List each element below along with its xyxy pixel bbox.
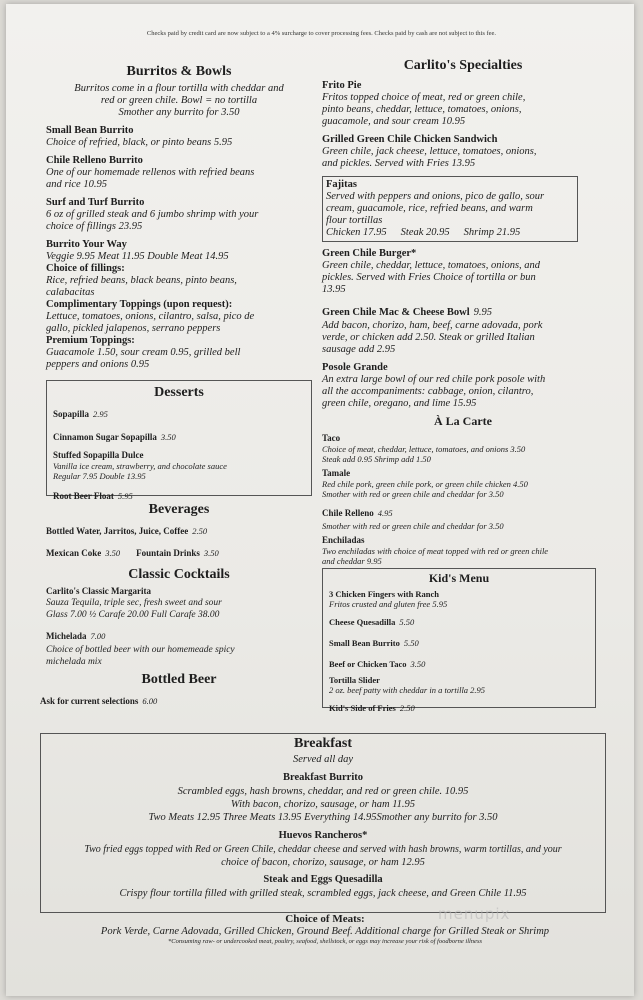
cocktails-heading: Classic Cocktails xyxy=(128,567,230,582)
kids-item xyxy=(329,633,589,651)
item-desc: Fritos topped choice of meat, red or green chile, xyxy=(322,92,526,103)
item-desc: Choice of refried, black, or pinto beans 5.95 xyxy=(46,137,233,148)
item-name: Michelada xyxy=(46,631,87,641)
menu-item xyxy=(322,248,604,296)
item-desc: Scrambled eggs, hash browns, cheddar, and red or green chile. 10.95 xyxy=(177,786,469,797)
item-name: Root Beer Float xyxy=(53,491,114,501)
item-name: Mexican Coke xyxy=(46,548,102,558)
beer-heading: Bottled Beer xyxy=(141,672,217,687)
right-column xyxy=(322,56,604,713)
left-column xyxy=(40,62,312,709)
menu-item xyxy=(46,155,312,191)
kids-menu-box xyxy=(322,568,596,713)
item-price: 5.50 xyxy=(403,638,419,648)
menu-item xyxy=(46,125,312,149)
item-desc: Choice of meat, cheddar, lettuce, tomatoes, and onions 3.50 xyxy=(322,444,526,454)
item-price: 3.50 xyxy=(160,432,176,442)
item-desc: 2 oz. beef patty with cheddar in a tortilla 2.95 xyxy=(329,685,486,695)
fillings-line: calabacitas xyxy=(46,287,95,298)
menu-item xyxy=(322,362,604,410)
premium-toppings-title: Premium Toppings: xyxy=(46,335,135,346)
dessert-item xyxy=(53,427,305,445)
item-desc: Sauza Tequila, triple sec, fresh sweet and sour xyxy=(46,598,222,608)
item-desc: Two Meats 12.95 Three Meats 13.95 Everything 14.95Smother any burrito for 3.50 xyxy=(148,812,498,823)
item-desc: Veggie 9.95 Meat 11.95 Double Meat 14.95 xyxy=(46,251,229,262)
item-price: 9.95 xyxy=(473,307,493,318)
item-desc: Add bacon, chorizo, ham, beef, carne adovada, pork xyxy=(322,320,543,331)
item-desc: Fritos crusted and gluten free 5.95 xyxy=(329,599,448,609)
item-desc: choice of fillings 23.95 xyxy=(46,221,143,232)
item-desc: Steak add 0.95 Shrimp add 1.50 xyxy=(322,454,431,464)
fillings-title: Choice of fillings: xyxy=(46,263,125,274)
item-name: Carlito's Classic Margarita xyxy=(46,586,151,596)
item-name: Chile Relleno Burrito xyxy=(46,155,143,166)
item-desc: Red chile pork, green chile pork, or green chile chicken 4.50 xyxy=(322,479,528,489)
alacarte-item xyxy=(322,503,604,531)
item-desc: all the accompaniments: cabbage, onion, cilantro, xyxy=(322,386,534,397)
item-desc: An extra large bowl of our red chile pork posole with xyxy=(322,374,546,385)
item-price: 2.95 xyxy=(93,409,108,419)
beverage-line xyxy=(46,521,312,539)
item-desc: Green chile, cheddar, lettuce, tomatoes, onions, and xyxy=(322,260,541,271)
item-name: Enchiladas xyxy=(322,535,365,545)
item-name: Green Chile Burger* xyxy=(322,248,417,259)
item-name: Sopapilla xyxy=(53,409,90,419)
watermark: menupix xyxy=(438,905,511,923)
beverages-heading: Beverages xyxy=(148,502,210,517)
item-name: Kid's Side of Fries xyxy=(329,703,396,713)
breakfast-subtitle: Served all day xyxy=(292,754,354,765)
item-name: Tortilla Slider xyxy=(329,675,380,685)
item-desc: michelada mix xyxy=(46,657,102,667)
item-desc: Glass 7.00 ½ Carafe 20.00 Full Carafe 38.00 xyxy=(46,610,220,620)
item-desc: Smother with red or green chile and cheddar for 3.50 xyxy=(322,489,504,499)
item-price: 6.00 xyxy=(142,696,158,706)
comp-toppings-line: gallo, pickled jalapenos, serrano peppers xyxy=(46,323,221,334)
item-name: Frito Pie xyxy=(322,80,362,91)
item-name: Small Bean Burrito xyxy=(46,125,134,136)
item-name: 3 Chicken Fingers with Ranch xyxy=(329,589,440,599)
item-desc: 6 oz of grilled steak and 6 jumbo shrimp with your xyxy=(46,209,259,220)
item-price: 4.95 xyxy=(377,508,393,518)
item-name: Cinnamon Sugar Sopapilla xyxy=(53,432,157,442)
kids-heading: Kid's Menu xyxy=(428,571,490,585)
item-price: 7.00 xyxy=(90,631,106,641)
item-name: Huevos Rancheros* xyxy=(278,830,368,841)
kids-item xyxy=(329,654,589,672)
item-price: 2.50 xyxy=(399,703,415,713)
item-name: Tamale xyxy=(322,468,351,478)
burritos-intro xyxy=(46,83,312,119)
kids-item xyxy=(329,675,589,695)
item-desc: Choice of bottled beer with our homemeade spicy xyxy=(46,645,235,655)
item-name: Surf and Turf Burrito xyxy=(46,197,145,208)
cocktail-item xyxy=(46,626,312,668)
desserts-heading: Desserts xyxy=(154,385,204,400)
item-desc: guacamole, and sour cream 10.95 xyxy=(322,116,466,127)
item-name: Chile Relleno xyxy=(322,508,374,518)
item-name: Cheese Quesadilla xyxy=(329,617,396,627)
comp-toppings-title: Complimentary Toppings (upon request): xyxy=(46,299,233,310)
specialties-heading: Carlito's Specialties xyxy=(403,58,523,73)
item-desc: flour tortillas xyxy=(326,215,383,226)
beer-line xyxy=(40,691,312,709)
premium-toppings-line: Guacamole 1.50, sour cream 0.95, grilled bell xyxy=(46,347,241,358)
item-desc: Smother with red or green chile and cheddar for 3.50 xyxy=(322,521,504,531)
disclaimer: *Consuming raw- or undercooked meat, poultry, seafood, shellstock, or eggs may increase your risk of foodborne illness xyxy=(167,938,482,945)
item-desc: Regular 7.95 Double 13.95 xyxy=(53,471,146,481)
item-name: Green Chile Mac & Cheese Bowl xyxy=(322,307,470,318)
comp-toppings-line: Lettuce, tomatoes, onions, cilantro, salsa, pico de xyxy=(46,311,255,322)
item-name: Small Bean Burrito xyxy=(329,638,400,648)
item-desc: One of our homemade rellenos with refried beans xyxy=(46,167,255,178)
item-price: 5.95 xyxy=(117,491,133,501)
desserts-box xyxy=(46,380,312,501)
fillings-line: Rice, refried beans, black beans, pinto beans, xyxy=(46,275,237,286)
kids-item xyxy=(329,612,589,630)
burritos-heading: Burritos & Bowls xyxy=(126,64,232,79)
alacarte-item xyxy=(322,535,604,566)
dessert-item xyxy=(53,404,305,422)
item-desc: Vanilla ice cream, strawberry, and chocolate sauce xyxy=(53,461,227,471)
fajitas-box xyxy=(322,176,578,242)
alacarte-item xyxy=(322,433,604,464)
item-desc: Two fried eggs topped with Red or Green Chile, cheddar cheese and served with hash browns, warm tortillas, and your xyxy=(84,844,562,855)
breakfast-heading: Breakfast xyxy=(293,736,353,751)
item-desc: Two enchiladas with choice of meat topped with red or green chile xyxy=(322,546,549,556)
item-desc: sausage add 2.95 xyxy=(322,344,396,355)
item-desc: pinto beans, cheddar, lettuce, tomatoes, onions, xyxy=(322,104,522,115)
item-name: Taco xyxy=(322,433,341,443)
surcharge-notice: Checks paid by credit card are now subject to a 4% surcharge to cover processing fees. Checks paid by cash are not subject to this fee. xyxy=(146,30,497,37)
menu-item xyxy=(322,302,604,356)
item-desc: 13.95 xyxy=(322,284,346,295)
item-desc: and cheddar 9.95 xyxy=(322,556,382,566)
alacarte-heading: À La Carte xyxy=(434,414,492,428)
item-desc: pickles. Served with Fries Choice of tortilla or bun xyxy=(322,272,536,283)
item-name: Ask for current selections xyxy=(40,696,139,706)
item-desc: green chile, oregano, and lime 15.95 xyxy=(322,398,477,409)
item-name: Breakfast Burrito xyxy=(282,772,363,783)
item-name: Grilled Green Chile Chicken Sandwich xyxy=(322,134,498,145)
item-price: 3.50 xyxy=(203,548,219,558)
kids-item xyxy=(329,698,589,716)
beverage-line xyxy=(46,543,312,561)
premium-toppings-line: peppers and onions 0.95 xyxy=(46,359,150,370)
item-desc: and pickles. Served with Fries 13.95 xyxy=(322,158,476,169)
item-desc: choice of bacon, chorizo, sausage, or ham 12.95 xyxy=(221,857,425,868)
dessert-item xyxy=(53,450,305,481)
item-name: Beef or Chicken Taco xyxy=(329,659,407,669)
menu-item xyxy=(322,80,604,128)
breakfast-box xyxy=(40,733,606,913)
fajitas-price: Steak 20.95 xyxy=(400,227,450,238)
kids-item xyxy=(329,589,589,609)
item-name: Burrito Your Way xyxy=(46,239,127,250)
menu-item xyxy=(46,197,312,233)
item-name: Steak and Eggs Quesadilla xyxy=(263,874,383,885)
menu-item xyxy=(46,239,312,371)
cocktail-item xyxy=(46,586,312,621)
intro-line: Burritos come in a flour tortilla with cheddar and xyxy=(74,83,284,94)
item-desc: Green chile, jack cheese, lettuce, tomatoes, onions, xyxy=(322,146,537,157)
intro-line: Smother any burrito for 3.50 xyxy=(118,107,240,118)
intro-line: red or green chile. Bowl = no tortilla xyxy=(100,95,258,106)
choice-title: Choice of Meats: xyxy=(285,913,365,925)
item-price: 5.50 xyxy=(399,617,415,627)
item-desc: cream, guacamole, rice, refried beans, and warm xyxy=(326,203,533,214)
item-name: Fountain Drinks xyxy=(136,548,200,558)
item-price: 3.50 xyxy=(105,548,121,558)
item-price: 2.50 xyxy=(192,526,208,536)
item-name: Stuffed Sopapilla Dulce xyxy=(53,450,144,460)
choice-line: Pork Verde, Carne Adovada, Grilled Chicken, Ground Beef. Additional charge for Grilled Steak or Shrimp xyxy=(100,926,550,937)
item-desc: With bacon, chorizo, sausage, or ham 11.95 xyxy=(230,799,416,810)
item-price: 3.50 xyxy=(410,659,426,669)
choice-of-meats xyxy=(30,913,620,946)
alacarte-item xyxy=(322,468,604,499)
menu-item xyxy=(322,134,604,170)
item-desc: and rice 10.95 xyxy=(46,179,107,190)
item-desc: verde, or chicken add 2.50. Steak or grilled Italian xyxy=(322,332,535,343)
item-name: Bottled Water, Jarritos, Juice, Coffee xyxy=(46,526,189,536)
item-desc: Served with peppers and onions, pico de gallo, sour xyxy=(326,191,545,202)
item-desc: Crispy flour tortilla filled with grilled steak, scrambled eggs, jack cheese, and Green Chile 11.95 xyxy=(119,888,527,899)
fajitas-price: Chicken 17.95 xyxy=(326,227,387,238)
fajitas-prices xyxy=(326,227,574,239)
fajitas-price: Shrimp 21.95 xyxy=(463,227,521,238)
item-name: Fajitas xyxy=(326,179,357,190)
item-name: Posole Grande xyxy=(322,362,388,373)
